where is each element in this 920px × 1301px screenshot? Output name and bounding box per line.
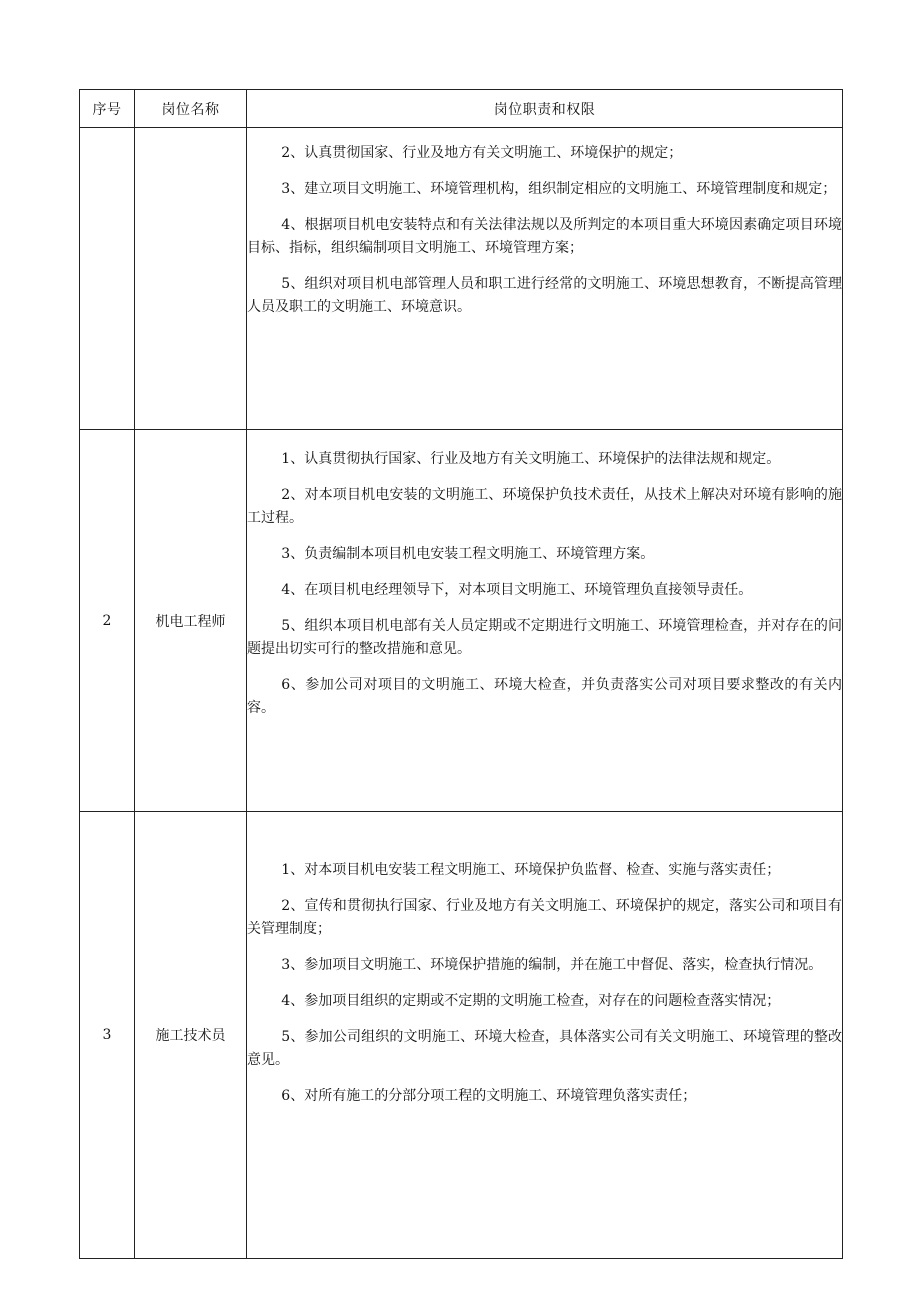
position-name-cell: 机电工程师 (135, 430, 247, 812)
position-name-cell: 施工技术员 (135, 812, 247, 1259)
header-serial-number: 序号 (80, 90, 135, 128)
duty-item: 1、认真贯彻执行国家、行业及地方有关文明施工、环境保护的法律法规和规定。 (281, 451, 781, 467)
serial-number-cell: 3 (80, 812, 135, 1259)
duty-item: 6、参加公司对项目的文明施工、环境大检查，并负责落实公司对项目要求整改的有关内容。 (247, 677, 842, 716)
responsibility-table (79, 89, 843, 1259)
duty-item: 4、根据项目机电安装特点和有关法律法规以及所判定的本项目重大环境因素确定项目环境目标、指标，组织编制项目文明施工、环境管理方案； (247, 217, 842, 256)
duty-item: 3、建立项目文明施工、环境管理机构，组织制定相应的文明施工、环境管理制度和规定； (281, 181, 837, 197)
duty-item: 5、参加公司组织的文明施工、环境大检查，具体落实公司有关文明施工、环境管理的整改意见。 (247, 1029, 842, 1068)
header-position-name: 岗位名称 (135, 90, 247, 128)
serial-number-cell (80, 128, 135, 430)
duty-item: 6、对所有施工的分部分项工程的文明施工、环境管理负落实责任； (281, 1088, 697, 1104)
duty-item: 4、在项目机电经理领导下，对本项目文明施工、环境管理负直接领导责任。 (281, 582, 753, 598)
duty-item: 2、宣传和贯彻执行国家、行业及地方有关文明施工、环境保护的规定，落实公司和项目有关管理制度； (247, 898, 842, 937)
position-name-cell (135, 128, 247, 430)
duty-item: 2、认真贯彻国家、行业及地方有关文明施工、环境保护的规定； (281, 145, 683, 161)
table-header-row (80, 90, 843, 128)
duty-item: 5、组织本项目机电部有关人员定期或不定期进行文明施工、环境管理检查，并对存在的问题提出切实可行的整改措施和意见。 (247, 618, 842, 657)
duty-item: 2、对本项目机电安装的文明施工、环境保护负技术责任，从技术上解决对环境有影响的施工过程。 (247, 487, 842, 526)
duties-cell (247, 430, 843, 812)
duties-cell (247, 128, 843, 430)
duty-item: 1、对本项目机电安装工程文明施工、环境保护负监督、检查、实施与落实责任； (281, 862, 781, 878)
table-row (80, 128, 843, 430)
table-row (80, 430, 843, 812)
duty-item: 5、组织对项目机电部管理人员和职工进行经常的文明施工、环境思想教育，不断提高管理人员及职工的文明施工、环境意识。 (247, 276, 842, 315)
serial-number-cell: 2 (80, 430, 135, 812)
duties-cell (247, 812, 843, 1259)
duty-item: 4、参加项目组织的定期或不定期的文明施工检查，对存在的问题检查落实情况； (281, 993, 781, 1009)
header-duties: 岗位职责和权限 (247, 90, 843, 128)
table-row (80, 812, 843, 1259)
duty-item: 3、负责编制本项目机电安装工程文明施工、环境管理方案。 (281, 546, 655, 562)
duty-item: 3、参加项目文明施工、环境保护措施的编制，并在施工中督促、落实，检查执行情况。 (281, 957, 823, 973)
